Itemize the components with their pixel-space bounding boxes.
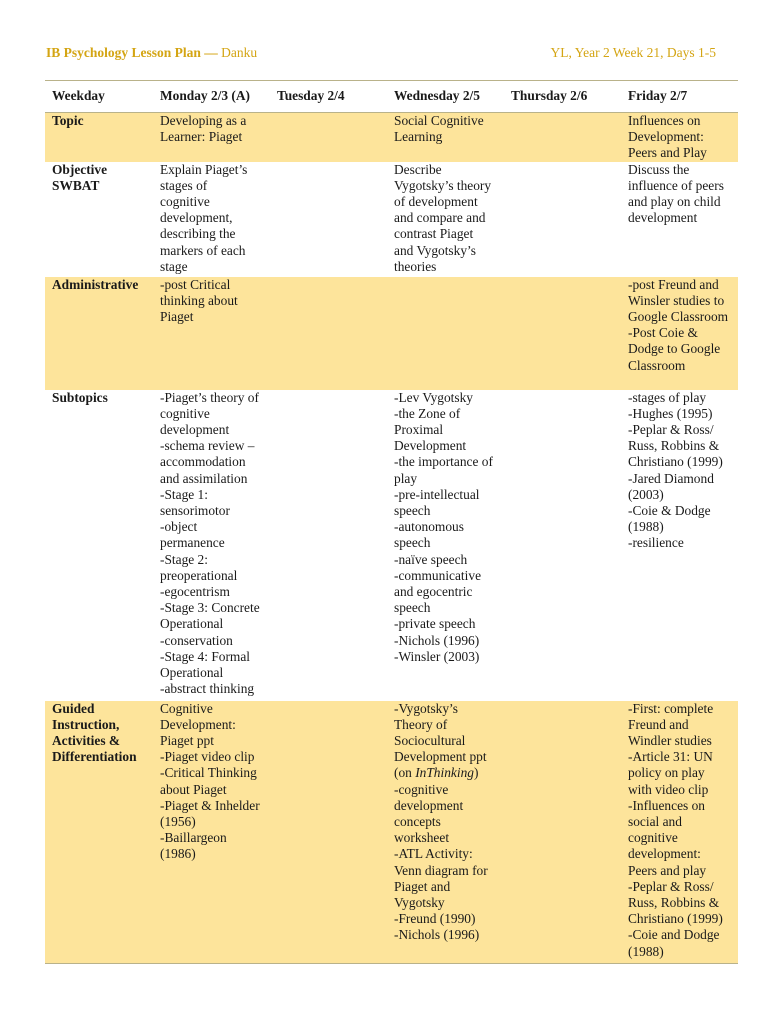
column-header-wednesday: Wednesday 2/5 [387, 81, 504, 113]
cell-administrative-friday: -post Freund and Winsler studies to Google Classroom -Post Coie & Dodge to Google Classroom [621, 277, 738, 390]
table-row-guided-instruction [45, 701, 738, 964]
cell-objective-friday: Discuss the influence of peers and play on child development [628, 161, 724, 226]
cell-guided-wednesday-part2: ) -cognitive development concepts worksheet -ATL Activity: Venn diagram for Piaget and Vygotsky -Freund (1990) -Nichols (1996) [394, 765, 488, 943]
row-label-guided-instruction: Guided Instruction, Activities & Differentiation [45, 701, 153, 964]
cell-guided-tuesday [270, 701, 387, 964]
cell-guided-wednesday [387, 701, 504, 964]
column-header-friday: Friday 2/7 [621, 81, 738, 113]
cell-topic-monday: Developing as a Learner: Piaget [153, 113, 270, 162]
cell-subtopics-monday: -Piaget’s theory of cognitive development -schema review – accommodation and assimilation -Stage 1: sensorimotor -object permanence -Stage 2: preoperational -egocentrism -Stage 3: Concrete Operational -conservation -Stage 4: Formal Operational -abstract thinking [160, 389, 260, 697]
cell-guided-monday: Cognitive Development: Piaget ppt -Piaget video clip -Critical Thinking about Piaget -Piaget & Inhelder (1956) -Baillargeon (1986) [153, 701, 270, 964]
row-label-objective: Objective SWBAT [52, 161, 108, 193]
column-header-thursday: Thursday 2/6 [504, 81, 621, 113]
cell-topic-friday: Influences on Development: Peers and Play [621, 113, 738, 162]
row-label-administrative: Administrative [45, 277, 153, 390]
document-title-bold: IB Psychology Lesson Plan — [46, 45, 218, 60]
cell-administrative-wednesday [387, 277, 504, 390]
column-header-weekday: Weekday [45, 81, 153, 113]
row-label-subtopics: Subtopics [52, 389, 108, 405]
cell-topic-thursday [504, 113, 621, 162]
cell-topic-tuesday [270, 113, 387, 162]
document-title-author: Danku [217, 45, 258, 60]
row-label-topic: Topic [45, 113, 153, 162]
document-week-info: YL, Year 2 Week 21, Days 1-5 [550, 45, 716, 60]
cell-objective-tuesday [270, 162, 387, 277]
cell-guided-thursday [504, 701, 621, 964]
cell-objective-thursday [504, 162, 621, 277]
document-title [46, 45, 257, 61]
cell-administrative-tuesday [270, 277, 387, 390]
table-row-topic [45, 113, 738, 162]
cell-objective-wednesday: Describe Vygotsky’s theory of development and compare and contrast Piaget and Vygotsky’s theories [394, 161, 492, 274]
cell-objective-monday: Explain Piaget’s stages of cognitive development, describing the markers of each stage [160, 161, 248, 274]
cell-administrative-monday: -post Critical thinking about Piaget [153, 277, 270, 390]
cell-guided-friday: -First: complete Freund and Windler studies -Article 31: UN policy on play with video clip -Influences on social and cognitive development: Peers and play -Peplar & Ross/ Russ, Robbins & Christiano (1999) -Coie and Dodge (1988) [621, 701, 738, 964]
cell-guided-wednesday-italic: InThinking [415, 765, 474, 781]
table-header-row [45, 81, 738, 113]
cell-guided-wednesday-part1: -Vygotsky’s Theory of Sociocultural Development ppt (on [394, 700, 487, 781]
cell-administrative-thursday [504, 277, 621, 390]
table-row-subtopics [45, 390, 738, 701]
table-row-objective [45, 162, 738, 277]
cell-subtopics-wednesday: -Lev Vygotsky -the Zone of Proximal Development -the importance of play -pre-intellectual speech -autonomous speech -naïve speech -communicative and egocentric speech -private speech -Nichols (1996) -Winsler (2003) [394, 389, 493, 664]
cell-subtopics-thursday [504, 390, 621, 701]
document-header [46, 45, 716, 61]
table-row-administrative [45, 277, 738, 390]
cell-subtopics-friday: -stages of play -Hughes (1995) -Peplar & Ross/ Russ, Robbins & Christiano (1999) -Jared Diamond (2003) -Coie & Dodge (1988) -resilience [628, 389, 723, 551]
column-header-tuesday: Tuesday 2/4 [270, 81, 387, 113]
cell-subtopics-tuesday [270, 390, 387, 701]
cell-topic-wednesday: Social Cognitive Learning [387, 113, 504, 162]
column-header-monday: Monday 2/3 (A) [153, 81, 270, 113]
lesson-plan-table [45, 80, 738, 964]
